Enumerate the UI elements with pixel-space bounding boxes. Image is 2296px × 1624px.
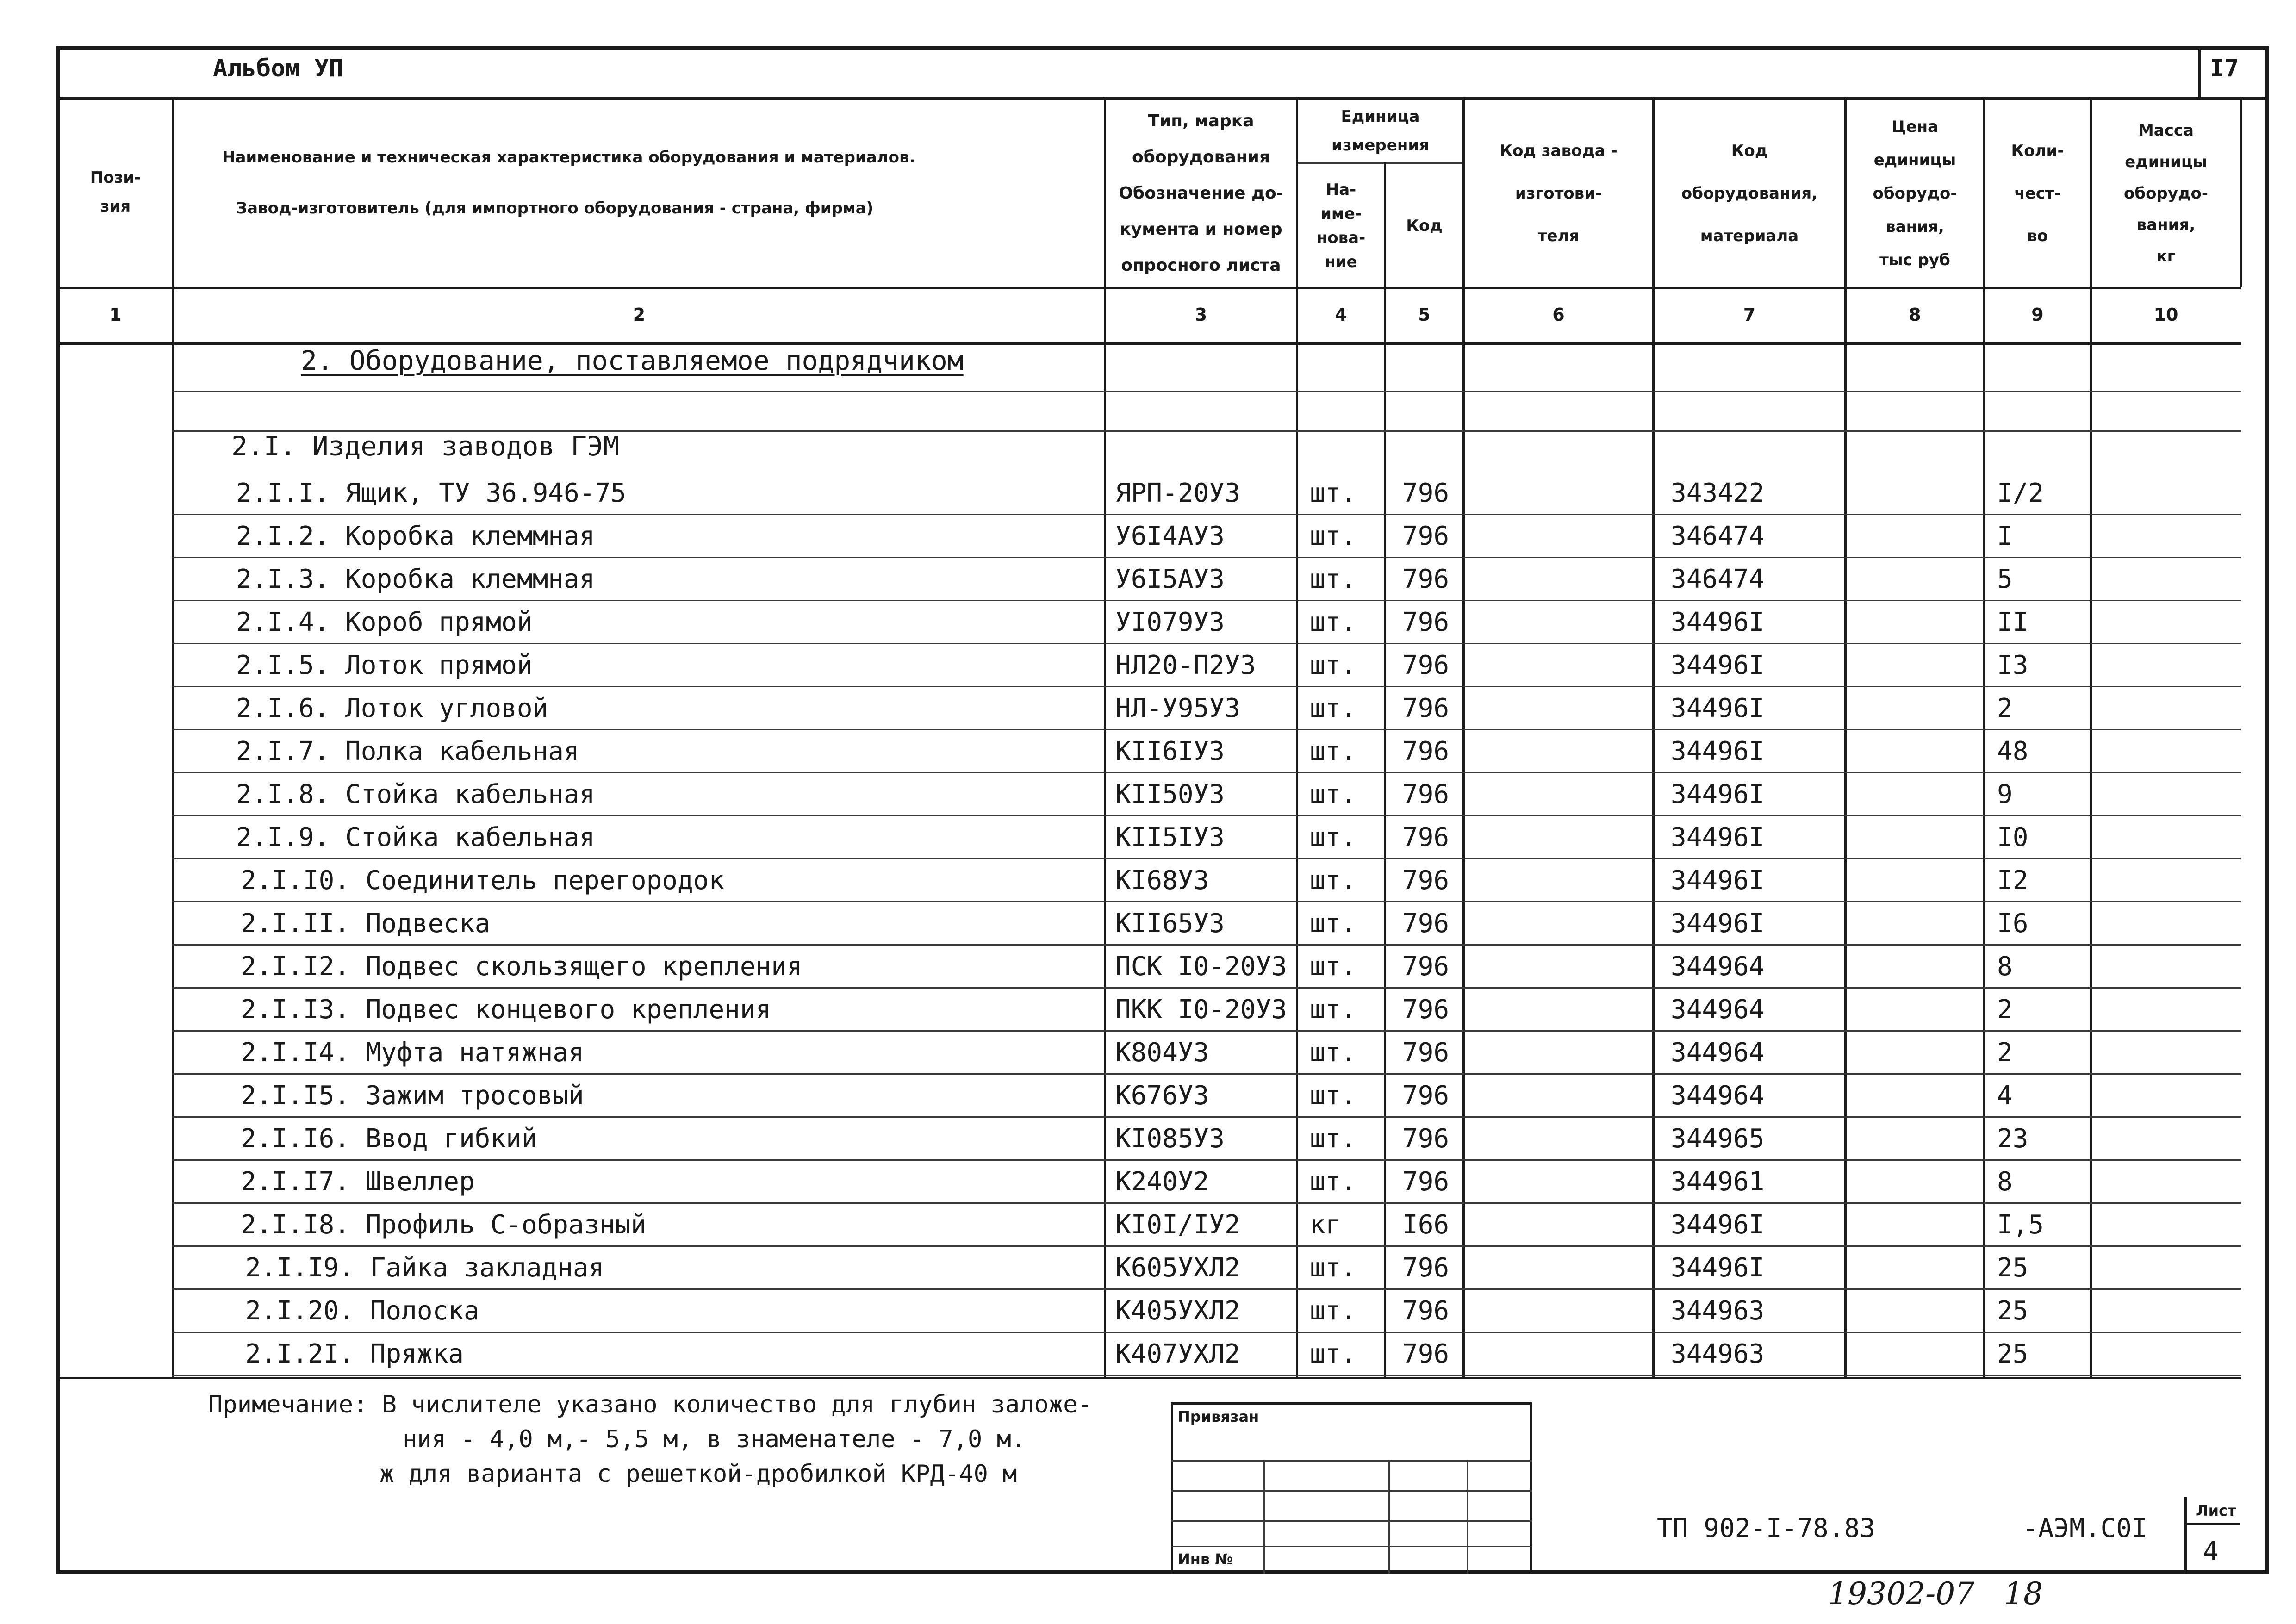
row-unit-code: 796: [1402, 1038, 1450, 1068]
row-quantity: 23: [1997, 1124, 2028, 1154]
row-material-code: 346474: [1671, 564, 1765, 594]
colnum-6: 6: [1552, 305, 1565, 325]
row-unit-code: I66: [1402, 1210, 1450, 1240]
row-quantity: 5: [1997, 564, 2013, 594]
row-quantity: I,5: [1997, 1210, 2044, 1240]
table-row: [0, 644, 2296, 687]
row-type: КII5IУЗ: [1115, 822, 1225, 852]
section-title: 2. Оборудование, поставляемое подрядчиком: [301, 345, 964, 376]
row-material-code: 343422: [1671, 478, 1765, 508]
row-type: К240У2: [1115, 1167, 1209, 1197]
stamp-vline-3: [1467, 1460, 1468, 1574]
col-header-unit-name: На- име- нова- ние: [1316, 180, 1366, 271]
row-unit: шт.: [1310, 693, 1357, 723]
row-quantity: I0: [1997, 822, 2028, 852]
row-quantity: I/2: [1997, 478, 2044, 508]
row-type: У6I4АУЗ: [1115, 521, 1225, 551]
row-name: 2.I.I5. Зажим тросовый: [241, 1081, 584, 1111]
table-row: [0, 989, 2296, 1032]
colnum-4: 4: [1335, 305, 1347, 325]
page-number: I7: [2210, 55, 2239, 82]
table-bottom-line: [56, 1377, 2241, 1379]
table-row: [0, 687, 2296, 730]
row-name: 2.I.I6. Ввод гибкий: [241, 1124, 537, 1154]
row-type: УI079УЗ: [1115, 607, 1225, 637]
row-unit: шт.: [1310, 564, 1357, 594]
row-unit-code: 796: [1402, 521, 1450, 551]
table-row: [0, 515, 2296, 558]
table-row: [0, 558, 2296, 601]
colnum-1: 1: [109, 305, 122, 325]
row-quantity: 9: [1997, 779, 2013, 809]
unit-group-line: [1296, 162, 1462, 164]
row-quantity: I6: [1997, 908, 2028, 939]
row-type: К405УХЛ2: [1115, 1296, 1240, 1326]
note-line-1: Примечание: В числителе указано количество для глубин заложе-: [208, 1391, 1092, 1419]
col-line-10: [2240, 97, 2242, 287]
col-header-material-code: Код оборудования, материала: [1681, 141, 1818, 245]
col-header-factory-code: Код завода - изготови- теля: [1500, 141, 1618, 245]
colnum-8: 8: [1909, 305, 1921, 325]
row-quantity: II: [1997, 607, 2028, 637]
note-line-2: ния - 4,0 м,- 5,5 м, в знаменателе - 7,0 м.: [403, 1425, 1026, 1453]
row-quantity: 25: [1997, 1339, 2028, 1369]
row-unit-code: 796: [1402, 1253, 1450, 1283]
row-quantity: 25: [1997, 1253, 2028, 1283]
row-name: 2.I.I9. Гайка закладная: [245, 1253, 604, 1283]
album-title: Альбом УП: [213, 55, 343, 82]
row-type: У6I5АУЗ: [1115, 564, 1225, 594]
stamp-box: [1171, 1402, 1532, 1574]
row-material-code: 34496I: [1671, 736, 1765, 766]
row-name: 2.I.2I. Пряжка: [245, 1339, 464, 1369]
row-quantity: 25: [1997, 1296, 2028, 1326]
row-name: 2.I.20. Полоска: [245, 1296, 479, 1326]
row-name: 2.I.6. Лоток угловой: [236, 693, 548, 723]
row-name: 2.I.I8. Профиль С-образный: [241, 1210, 647, 1240]
sheet-label-line: [2184, 1523, 2240, 1525]
row-type: КI085УЗ: [1115, 1124, 1225, 1154]
row-material-code: 34496I: [1671, 865, 1765, 896]
table-row: [0, 1118, 2296, 1161]
row-type: НЛ20-П2УЗ: [1115, 650, 1256, 680]
row-unit: шт.: [1310, 736, 1357, 766]
col-header-name-line2: Завод-изготовитель (для импортного оборудования - страна, фирма): [236, 199, 874, 218]
row-material-code: 34496I: [1671, 779, 1765, 809]
col-header-unit-group: Единица измерения: [1332, 107, 1429, 155]
table-row: [0, 1247, 2296, 1290]
row-unit-code: 796: [1402, 693, 1450, 723]
colnum-7: 7: [1743, 305, 1756, 325]
row-quantity: I3: [1997, 650, 2028, 680]
row-unit-code: 796: [1402, 564, 1450, 594]
colnum-2: 2: [633, 305, 646, 325]
table-row: [0, 1032, 2296, 1075]
row-type: К407УХЛ2: [1115, 1339, 1240, 1369]
row-material-code: 344963: [1671, 1339, 1765, 1369]
row-quantity: 48: [1997, 736, 2028, 766]
row-unit-code: 796: [1402, 1124, 1450, 1154]
row-unit: шт.: [1310, 1296, 1357, 1326]
row-quantity: 2: [1997, 693, 2013, 723]
table-row: [0, 902, 2296, 946]
row-name: 2.I.I7. Швеллер: [241, 1167, 475, 1197]
row-unit: шт.: [1310, 521, 1357, 551]
row-type: КII50УЗ: [1115, 779, 1225, 809]
row-type: ЯРП-20УЗ: [1115, 478, 1240, 508]
subsection-title: 2.I. Изделия заводов ГЭМ: [231, 430, 620, 462]
table-row: [0, 472, 2296, 515]
col-header-type: Тип, марка оборудования Обозначение до- кумента и номер опросного листа: [1119, 111, 1283, 275]
row-material-code: 34496I: [1671, 607, 1765, 637]
stamp-line-1: [1171, 1460, 1532, 1462]
row-name: 2.I.II. Подвеска: [241, 908, 491, 939]
table-row: [0, 859, 2296, 902]
row-unit-code: 796: [1402, 822, 1450, 852]
row-name: 2.I.I0. Соединитель перегородок: [241, 865, 725, 896]
row-material-code: 34496I: [1671, 650, 1765, 680]
row-unit-code: 796: [1402, 650, 1450, 680]
colnum-10: 10: [2153, 305, 2178, 325]
row-quantity: I: [1997, 521, 2013, 551]
row-type: НЛ-У95УЗ: [1115, 693, 1240, 723]
row-name: 2.I.I3. Подвес концевого крепления: [241, 995, 772, 1025]
row-unit: шт.: [1310, 952, 1357, 982]
table-row: [0, 730, 2296, 773]
row-name: 2.I.9. Стойка кабельная: [236, 822, 595, 852]
document-code: ТП 902-I-78.83: [1657, 1513, 1876, 1543]
row-unit-code: 796: [1402, 1167, 1450, 1197]
sheet-label: Лист: [2196, 1502, 2236, 1519]
row-material-code: 34496I: [1671, 693, 1765, 723]
row-type: ПКК I0-20УЗ: [1115, 995, 1287, 1025]
table-row: [0, 946, 2296, 989]
colnum-3: 3: [1195, 305, 1207, 325]
row-quantity: 8: [1997, 1167, 2013, 1197]
row-unit-code: 796: [1402, 1296, 1450, 1326]
row-unit: шт.: [1310, 1124, 1357, 1154]
row-material-code: 344961: [1671, 1167, 1765, 1197]
table-row: [0, 1075, 2296, 1118]
row-unit: шт.: [1310, 1339, 1357, 1369]
table-row: [0, 1161, 2296, 1204]
row-unit-code: 796: [1402, 1339, 1450, 1369]
note-line-3: ж для варианта с решеткой-дробилкой КРД-40 м: [380, 1460, 1017, 1488]
row-unit: шт.: [1310, 650, 1357, 680]
row-unit: шт.: [1310, 1038, 1357, 1068]
row-unit-code: 796: [1402, 908, 1450, 939]
row-type: КI68УЗ: [1115, 865, 1209, 896]
row-name: 2.I.7. Полка кабельная: [236, 736, 579, 766]
colnum-5: 5: [1418, 305, 1431, 325]
row-name: 2.I.3. Коробка клеммная: [236, 564, 595, 594]
stamp-line-2: [1171, 1490, 1532, 1492]
row-unit-code: 796: [1402, 607, 1450, 637]
document-suffix: -АЭМ.С0I: [2022, 1513, 2147, 1543]
col-header-name-line1: Наименование и техническая характеристика оборудования и материалов.: [222, 148, 915, 167]
row-unit: шт.: [1310, 1167, 1357, 1197]
row-type: КI0I/IУ2: [1115, 1210, 1240, 1240]
row-name: 2.I.5. Лоток прямой: [236, 650, 533, 680]
row-unit-code: 796: [1402, 995, 1450, 1025]
sheet-number: 4: [2203, 1537, 2219, 1567]
row-material-code: 344964: [1671, 1038, 1765, 1068]
row-material-code: 344964: [1671, 1081, 1765, 1111]
row-unit: шт.: [1310, 478, 1357, 508]
row-material-code: 34496I: [1671, 1210, 1765, 1240]
row-unit: кг: [1310, 1210, 1341, 1240]
row-quantity: I2: [1997, 865, 2028, 896]
stamp-inv-label: Инв №: [1178, 1550, 1233, 1568]
row-unit: шт.: [1310, 779, 1357, 809]
row-name: 2.I.I2. Подвес скользящего крепления: [241, 952, 803, 982]
row-name: 2.I.2. Коробка клеммная: [236, 521, 595, 551]
archive-sheet-number: 18: [2004, 1576, 2043, 1612]
row-unit: шт.: [1310, 607, 1357, 637]
stamp-line-4: [1171, 1546, 1532, 1547]
row-unit: шт.: [1310, 1081, 1357, 1111]
table-row: [0, 1204, 2296, 1247]
sheet-divider: [2184, 1497, 2187, 1574]
table-row: [0, 1333, 2296, 1376]
col-header-mass: Масса единицы оборудо- вания, кг: [2124, 121, 2208, 266]
stamp-vline-1: [1263, 1460, 1265, 1574]
row-unit: шт.: [1310, 822, 1357, 852]
row-name: 2.I.4. Короб прямой: [236, 607, 533, 637]
row-material-code: 344963: [1671, 1296, 1765, 1326]
row-unit-code: 796: [1402, 779, 1450, 809]
row-type: КII65УЗ: [1115, 908, 1225, 939]
row-unit-code: 796: [1402, 1081, 1450, 1111]
col-header-position: Пози- зия: [90, 168, 141, 216]
row-name: 2.I.8. Стойка кабельная: [236, 779, 595, 809]
row-quantity: 4: [1997, 1081, 2013, 1111]
row-quantity: 8: [1997, 952, 2013, 982]
row-unit-code: 796: [1402, 952, 1450, 982]
col-header-unit-code: Код: [1406, 216, 1443, 235]
row-type: КII6IУЗ: [1115, 736, 1225, 766]
row-material-code: 346474: [1671, 521, 1765, 551]
row-unit-code: 796: [1402, 736, 1450, 766]
table-row: [0, 816, 2296, 859]
table-row: [0, 1290, 2296, 1333]
page-number-divider: [2198, 46, 2201, 100]
row-type: К804УЗ: [1115, 1038, 1209, 1068]
row-unit-code: 796: [1402, 865, 1450, 896]
col-header-quantity: Коли- чест- во: [2011, 141, 2064, 245]
row-type: ПСК I0-20УЗ: [1115, 952, 1287, 982]
row-unit: шт.: [1310, 995, 1357, 1025]
row-unit-code: 796: [1402, 478, 1450, 508]
archive-number: 19302-07: [1828, 1576, 1975, 1612]
row-unit: шт.: [1310, 865, 1357, 896]
row-material-code: 344964: [1671, 952, 1765, 982]
row-quantity: 2: [1997, 995, 2013, 1025]
table-row: [0, 773, 2296, 816]
colnum-9: 9: [2031, 305, 2044, 325]
row-quantity: 2: [1997, 1038, 2013, 1068]
row-type: К605УХЛ2: [1115, 1253, 1240, 1283]
row-material-code: 34496I: [1671, 908, 1765, 939]
row-line-section: [172, 391, 2241, 392]
row-name: 2.I.I. Ящик, ТУ 36.946-75: [236, 478, 626, 508]
stamp-privyazan-label: Привязан: [1178, 1408, 1259, 1425]
row-name: 2.I.I4. Муфта натяжная: [241, 1038, 584, 1068]
stamp-line-3: [1171, 1520, 1532, 1522]
row-material-code: 34496I: [1671, 822, 1765, 852]
row-material-code: 34496I: [1671, 1253, 1765, 1283]
row-type: К676УЗ: [1115, 1081, 1209, 1111]
row-divider: [172, 1375, 2241, 1376]
table-row: [0, 601, 2296, 644]
stamp-vline-2: [1388, 1460, 1390, 1574]
row-unit: шт.: [1310, 1253, 1357, 1283]
row-material-code: 344964: [1671, 995, 1765, 1025]
col-header-price: Цена единицы оборудо- вания, тыс руб: [1873, 117, 1957, 269]
row-material-code: 344965: [1671, 1124, 1765, 1154]
row-unit: шт.: [1310, 908, 1357, 939]
